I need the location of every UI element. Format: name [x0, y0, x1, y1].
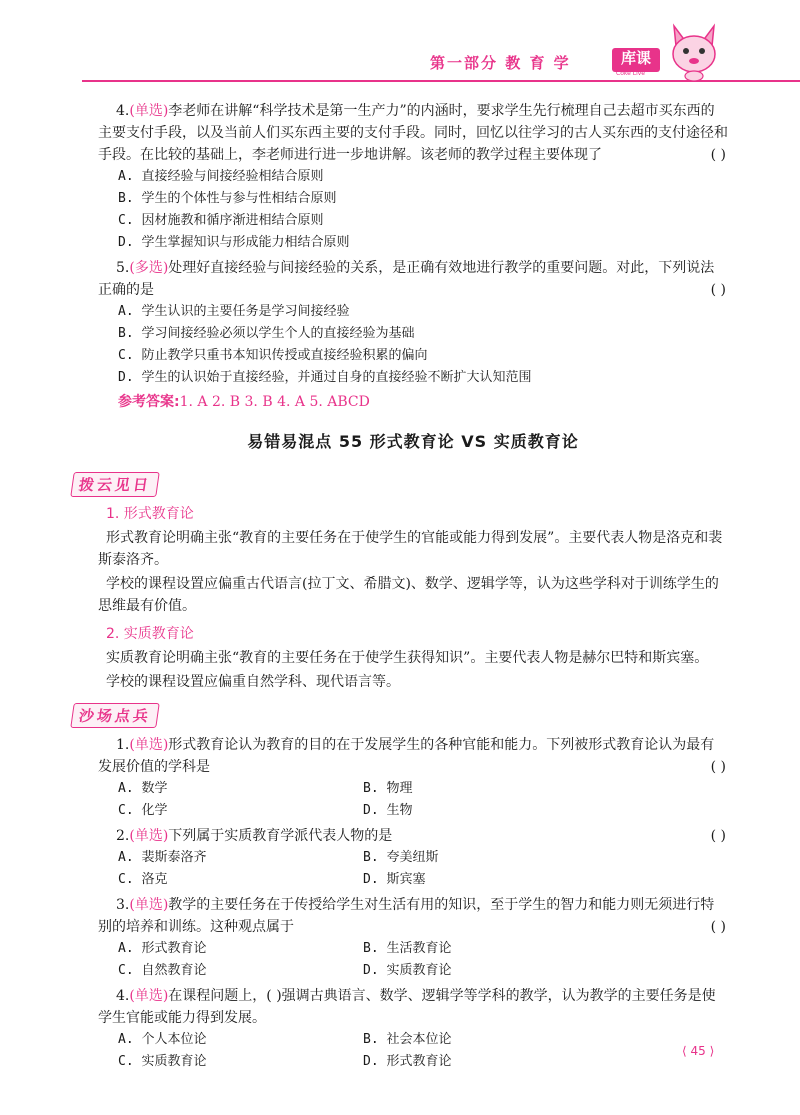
option: B. 物理 — [363, 781, 413, 796]
paragraph: 形式教育论明确主张“教育的主要任务在于使学生的官能或能力得到发展”。主要代表人物是洛克和裴斯泰洛齐。 — [98, 530, 723, 568]
question-number: 3. — [116, 897, 130, 913]
reference-answers — [98, 391, 728, 413]
question — [98, 734, 728, 822]
option: B. 学习间接经验必须以学生个人的直接经验为基础 — [118, 326, 415, 341]
option: D. 生物 — [363, 803, 413, 818]
option: A. 裴斯泰洛齐 — [118, 850, 207, 865]
section-label-box: 拨云见日 — [70, 472, 160, 497]
question-number: 2. — [116, 828, 130, 844]
section-label-box: 沙场点兵 — [70, 703, 160, 728]
page-number: ⟨ 45 ⟩ — [682, 1044, 715, 1058]
option: B. 社会本位论 — [363, 1032, 452, 1047]
question-text: 形式教育论认为教育的目的在于发展学生的各种官能和能力。下列被形式教育论认为最有发展价值的学科是 — [98, 737, 715, 775]
question-number: 4. — [116, 988, 130, 1004]
option: D. 学生掌握知识与形成能力相结合原则 — [118, 235, 350, 250]
page-number-value: 45 — [690, 1044, 706, 1058]
option: A. 直接经验与间接经验相结合原则 — [118, 169, 324, 184]
spacer — [98, 693, 728, 703]
section-title: 易错易混点 55 形式教育论 VS 实质教育论 — [247, 432, 579, 451]
option: C. 洛克 — [118, 872, 168, 887]
option: A. 个人本位论 — [118, 1032, 207, 1047]
brand-logo: 库课 — [612, 48, 660, 72]
question-number: 1. — [116, 737, 130, 753]
question — [98, 985, 728, 1073]
question-type-tag: (单选) — [129, 988, 169, 1004]
option-grid — [98, 778, 728, 822]
question — [98, 894, 728, 982]
question — [98, 257, 728, 389]
brand-logo-subtitle: Coke Live — [616, 70, 645, 77]
page-content — [77, 97, 728, 1073]
question-text: 教学的主要任务在于传授给学生对生活有用的知识，至于学生的智力和能力则无须进行特别的培养和训练。这种观点属于 — [98, 897, 715, 935]
option: A. 学生认识的主要任务是学习间接经验 — [118, 304, 350, 319]
option-grid — [98, 847, 728, 891]
question-type-tag: (单选) — [129, 897, 169, 913]
option: D. 实质教育论 — [363, 963, 452, 978]
answer-parentheses: ( ) — [710, 759, 726, 775]
option: C. 实质教育论 — [118, 1054, 207, 1069]
paragraph: 学校的课程设置应偏重古代语言(拉丁文、希腊文)、数学、逻辑学等，认为这些学科对于训练学生的思维最有价值。 — [98, 576, 719, 614]
question — [98, 100, 728, 254]
option-grid — [98, 938, 728, 982]
option: C. 化学 — [118, 803, 168, 818]
answer-list: 1. A 2. B 3. B 4. A 5. ABCD — [179, 394, 370, 410]
paragraph: 实质教育论明确主张“教育的主要任务在于使学生获得知识”。主要代表人物是赫尔巴特和斯宾塞。 — [106, 650, 709, 666]
mascot-fox-icon — [664, 20, 724, 82]
option: C. 防止教学只重书本知识传授或直接经验积累的偏向 — [118, 348, 428, 363]
question-text: 处理好直接经验与间接经验的关系，是正确有效地进行教学的重要问题。对此，下列说法正确的是 — [98, 260, 715, 298]
subheading: 1. 形式教育论 — [106, 506, 194, 522]
question-type-tag: (多选) — [129, 260, 169, 276]
option: A. 形式教育论 — [118, 941, 207, 956]
question-number: 4. — [116, 103, 130, 119]
question-type-tag: (单选) — [129, 828, 169, 844]
answer-parentheses: ( ) — [710, 828, 726, 844]
question-text: 在课程问题上，( )强调古典语言、数学、逻辑学等学科的教学，认为教学的主要任务是使学生官能或能力得到发展。 — [98, 988, 716, 1026]
option: B. 夸美纽斯 — [363, 850, 439, 865]
paragraph: 学校的课程设置应偏重自然学科、现代语言等。 — [106, 674, 400, 690]
answer-parentheses: ( ) — [710, 919, 726, 935]
answer-label: 参考答案: — [118, 394, 180, 410]
option: D. 斯宾塞 — [363, 872, 426, 887]
question-type-tag: (单选) — [129, 103, 169, 119]
question-number: 5. — [116, 260, 130, 276]
header-title: 第一部分 教 育 学 — [430, 54, 571, 72]
question — [98, 825, 728, 891]
option: B. 生活教育论 — [363, 941, 452, 956]
option: D. 形式教育论 — [363, 1054, 452, 1069]
answer-parentheses: ( ) — [710, 282, 726, 298]
option-grid — [98, 1029, 728, 1073]
option: C. 自然教育论 — [118, 963, 207, 978]
answer-parentheses: ( ) — [710, 147, 726, 163]
question-text: 下列属于实质教育学派代表人物的是 — [168, 828, 393, 844]
option: B. 学生的个体性与参与性相结合原则 — [118, 191, 337, 206]
question-type-tag: (单选) — [129, 737, 169, 753]
subheading: 2. 实质教育论 — [106, 626, 194, 642]
question-text: 李老师在讲解“科学技术是第一生产力”的内涵时，要求学生先行梳理自己去超市买东西的主要支付手段，以及当前人们买东西主要的支付手段。同时，回忆以往学习的古人买东西的支付途径和手段。在比较的基础上，李老师进行进一步地讲解。该老师的教学过程主要体现了 — [98, 103, 728, 163]
option: A. 数学 — [118, 781, 168, 796]
option: D. 学生的认识始于直接经验，并通过自身的直接经验不断扩大认知范围 — [118, 370, 532, 385]
option: C. 因材施教和循序渐进相结合原则 — [118, 213, 324, 228]
